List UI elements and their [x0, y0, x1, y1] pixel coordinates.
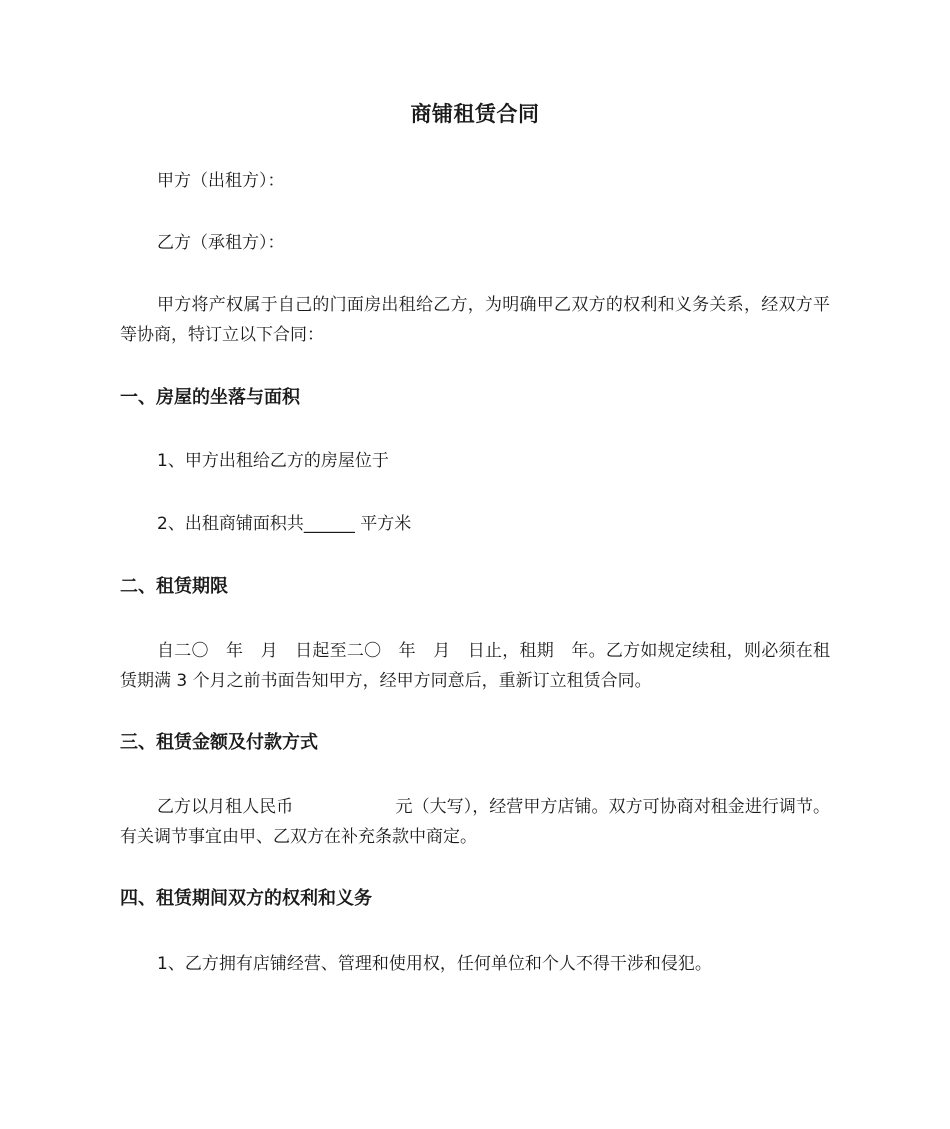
- section-heading-lease-term: 二、租赁期限: [120, 576, 228, 597]
- section-item-location: 1、甲方出租给乙方的房屋位于: [157, 451, 389, 471]
- party-a-line: 甲方（出租方）：: [157, 171, 285, 191]
- document-title: 商铺租赁合同: [410, 102, 540, 126]
- section-heading-rights-obligations: 四、租赁期间双方的权利和义务: [120, 888, 372, 909]
- rent-payment-paragraph: 乙方以月租人民币 元（大写），经营甲方店铺。双方可协商对租金进行调节。有关调节事宜由甲、乙双方在补充条款中商定。: [120, 797, 830, 847]
- lease-term-paragraph: 自二〇 年 月 日起至二〇 年 月 日止，租期 年。乙方如规定续租，则必须在租赁期满 3 个月之前书面告知甲方，经甲方同意后，重新订立租赁合同。: [120, 641, 830, 691]
- section-heading-location-area: 一、房屋的坐落与面积: [120, 387, 300, 408]
- section-heading-rent-payment: 三、租赁金额及付款方式: [120, 732, 318, 753]
- section-item-operation-rights: 1、乙方拥有店铺经营、管理和使用权，任何单位和个人不得干涉和侵犯。: [157, 954, 712, 974]
- intro-paragraph: 甲方将产权属于自己的门面房出租给乙方，为明确甲乙双方的权利和义务关系，经双方平等协商，特订立以下合同：: [120, 295, 830, 345]
- party-b-line: 乙方（承租方）：: [157, 233, 285, 253]
- section-item-area: 2、出租商铺面积共______ 平方米: [157, 514, 412, 534]
